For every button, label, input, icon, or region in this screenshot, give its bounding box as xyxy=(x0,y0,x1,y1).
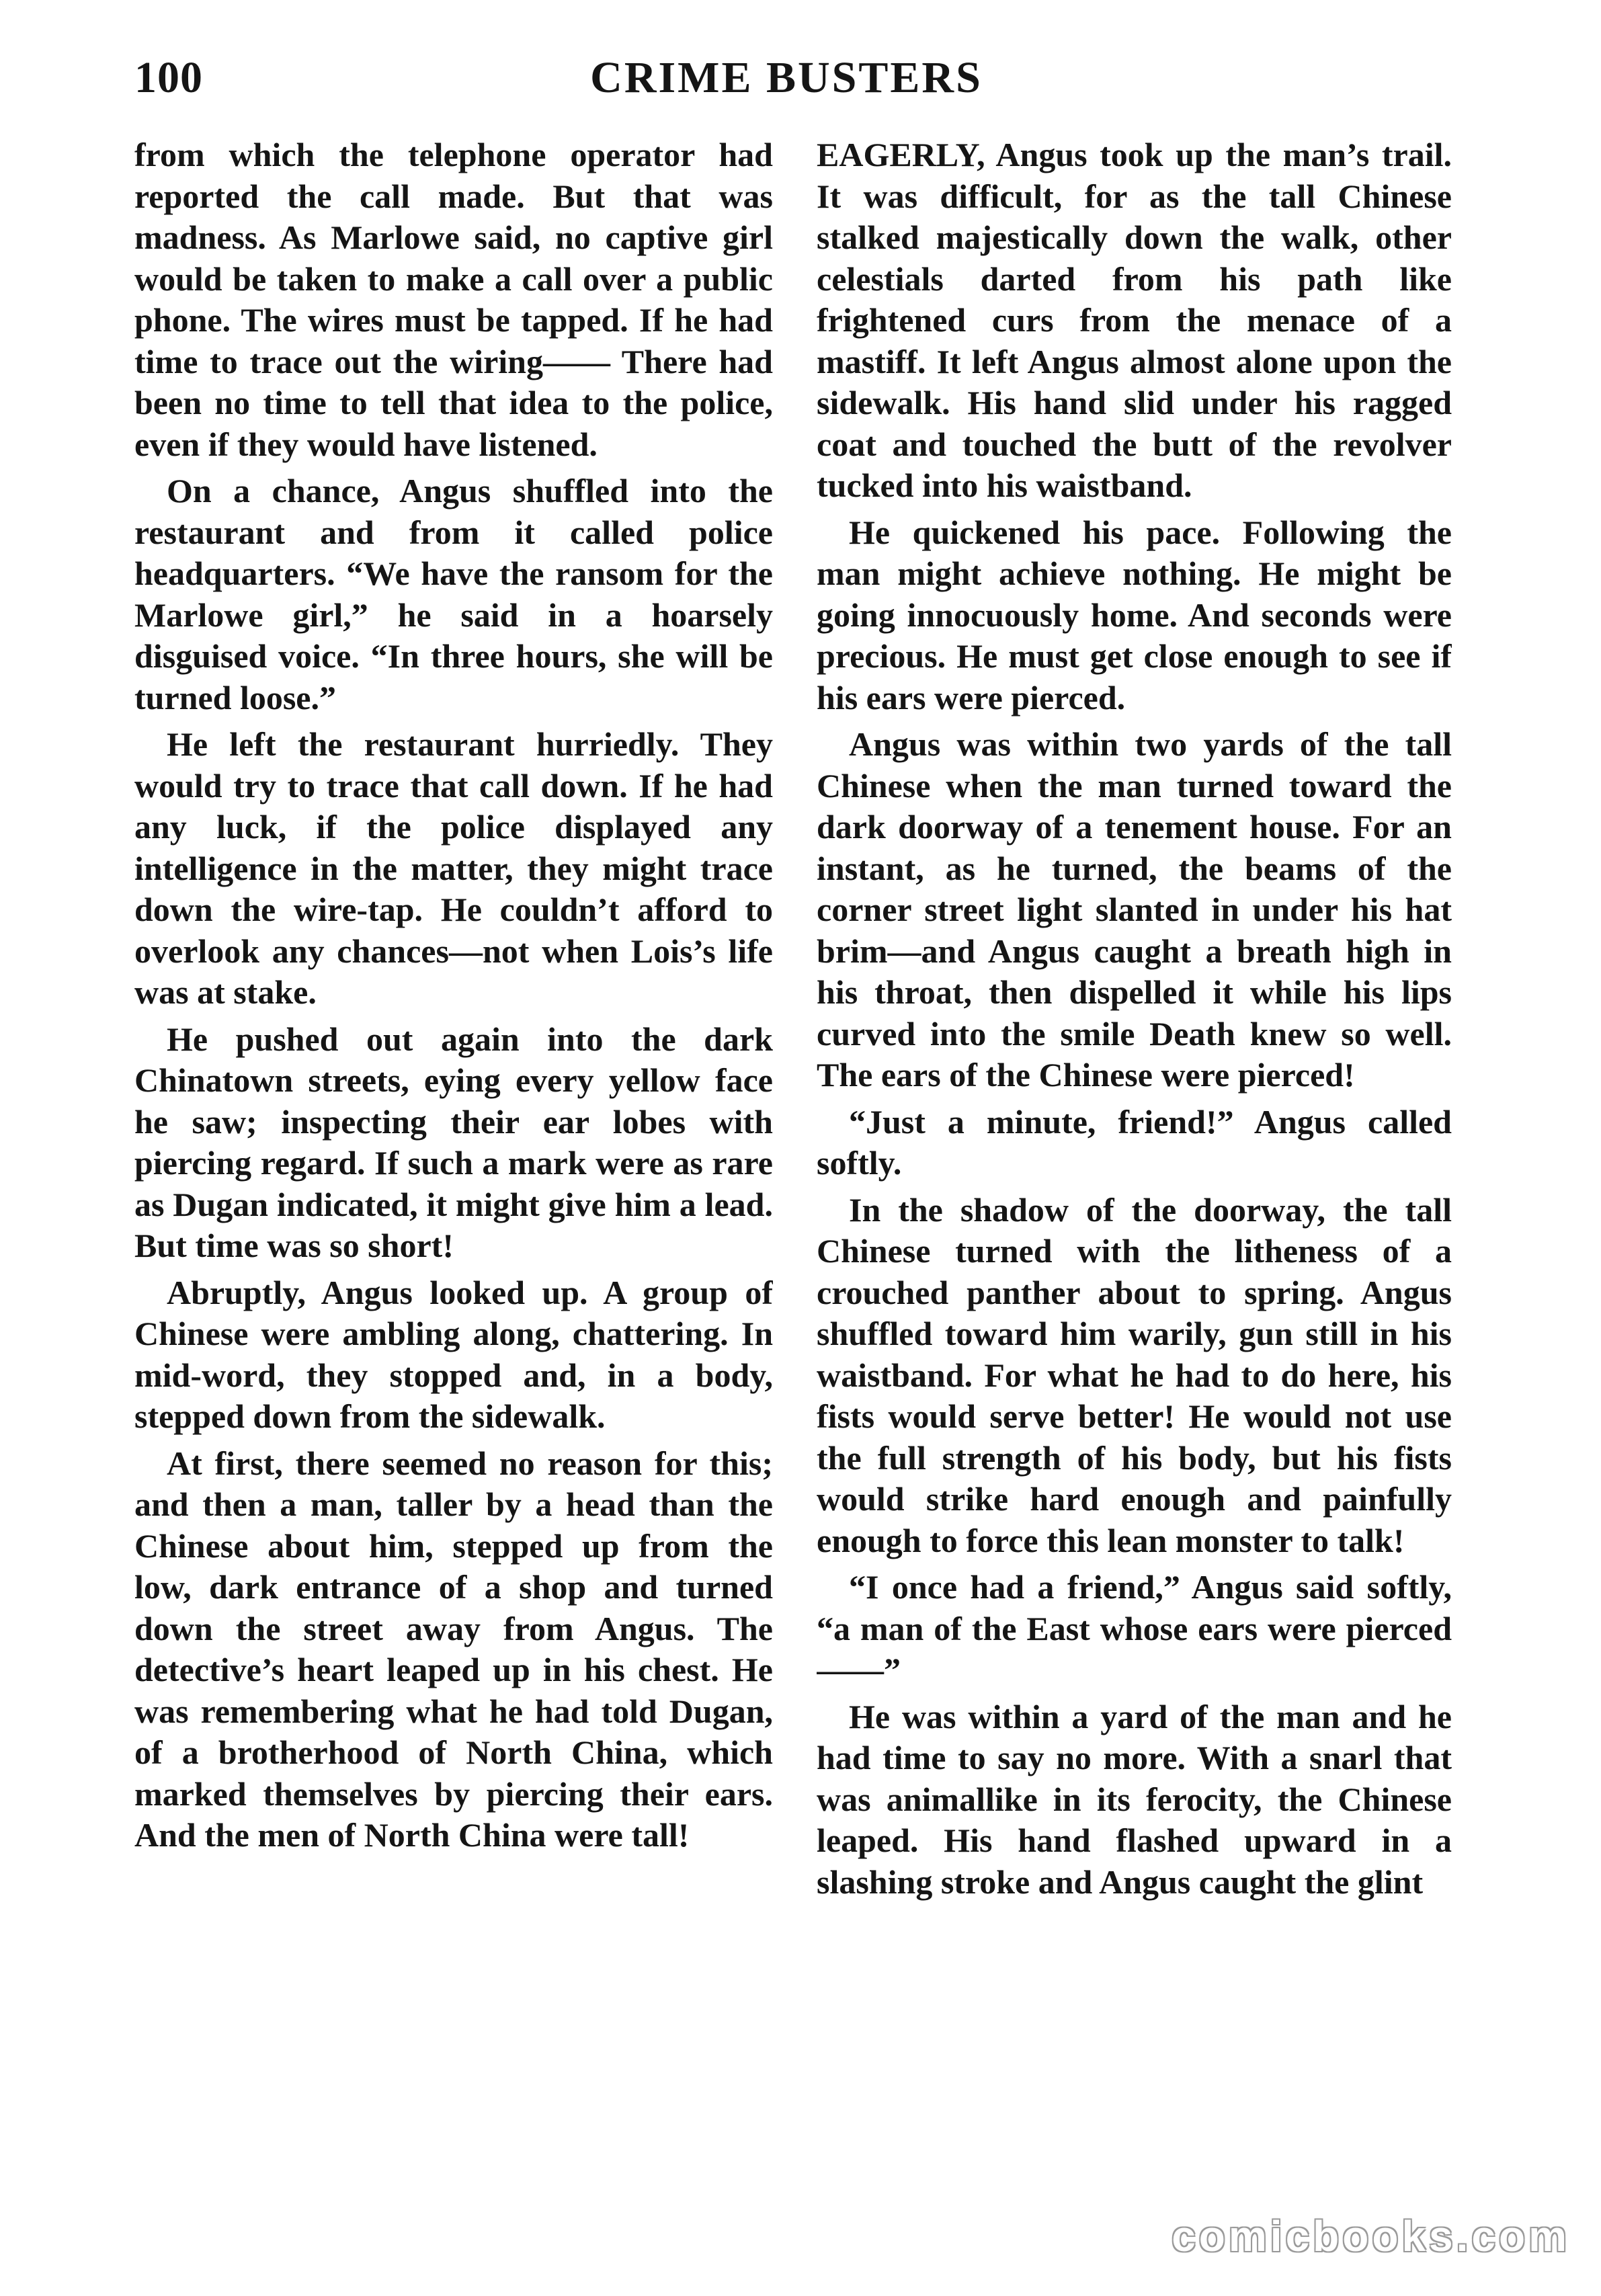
paragraph: He was within a yard of the man and he had time to say no more. With a snarl that was animallike in its ferocity, the Chinese leaped. His hand flashed upward in a slashing stroke and Angus caught the glint xyxy=(817,1697,1452,1901)
right-column xyxy=(817,134,1452,2171)
paragraph: He left the restaurant hurriedly. They would try to trace that call down. If he had any luck, if the police displayed any intelligence in the matter, they might trace down the wire-tap. He couldn’t afford to overlook any chances—not when Lois’s life was at stake. xyxy=(134,725,773,1011)
paragraph: from which the telephone operator had reported the call made. But that was madness. As Marlowe said, no captive girl would be taken to make a call over a public phone. The wires must be tapped. If he had time to trace out the wiring—— There had been no time to tell that idea to the police, even if they would have listened. xyxy=(134,136,773,463)
paragraph: Angus was within two yards of the tall Chinese when the man turned toward the dark doorway of a tenement house. For an instant, as he turned, the beams of the corner street light slanted in under his hat brim—and Angus caught a breath high in his throat, then dispelled it while his lips curved into the smile Death knew so well. The ears of the Chinese were pierced! xyxy=(817,725,1452,1094)
watermark: comicbooks.com xyxy=(1172,2212,1570,2260)
paragraph: He pushed out again into the dark Chinatown streets, eying every yellow face he saw; inspecting their ear lobes with piercing regard. If such a mark were as rare as Dugan indicated, it might give him a lead. But time was so short! xyxy=(134,1020,773,1264)
running-title: CRIME BUSTERS xyxy=(590,53,983,102)
paragraph: He quickened his pace. Following the man might achieve nothing. He might be going innocuously home. And seconds were precious. He must get close enough to see if his ears were pierced. xyxy=(817,513,1452,716)
paragraph: “Just a minute, friend!” Angus called softly. xyxy=(817,1102,1452,1182)
page-header xyxy=(134,52,1438,113)
paragraph: “I once had a friend,” Angus said softly, “a man of the East whose ears were pierced——” xyxy=(817,1568,1452,1688)
paragraph: At first, there seemed no reason for this; and then a man, taller by a head than the Chinese about him, stepped up from the low, dark entrance of a shop and turned down the street away from Angus. The detective’s heart leaped up in his chest. He was remembering what he had told Dugan, of a brotherhood of North China, which marked themselves by piercing their ears. And the men of North China were tall! xyxy=(134,1444,773,1854)
paragraph: Abruptly, Angus looked up. A group of Chinese were ambling along, chattering. In mid-word, they stopped and, in a body, stepped down from the sidewalk. xyxy=(134,1273,773,1435)
paragraph: EAGERLY, Angus took up the man’s trail. It was difficult, for as the tall Chinese stalked majestically down the walk, other celestials darted from his path like frightened curs from the menace of a mastiff. It left Angus almost alone upon the sidewalk. His hand slid under his ragged coat and touched the butt of the revolver tucked into his waistband. xyxy=(817,136,1452,504)
paragraph: On a chance, Angus shuffled into the restaurant and from it called police headquarters. “We have the ransom for the Marlowe girl,” he said in a hoarsely disguised voice. “In three hours, she will be turned loose.” xyxy=(134,472,773,716)
paragraph: In the shadow of the doorway, the tall Chinese turned with the litheness of a crouched panther about to spring. Angus shuffled toward him warily, gun still in his waistband. For what he had to do here, his fists would serve better! He would not use the full strength of his body, but his fists would strike hard enough and painfully enough to force this lean monster to talk! xyxy=(817,1190,1452,1559)
page-number: 100 xyxy=(134,53,203,102)
left-column xyxy=(134,134,773,2171)
